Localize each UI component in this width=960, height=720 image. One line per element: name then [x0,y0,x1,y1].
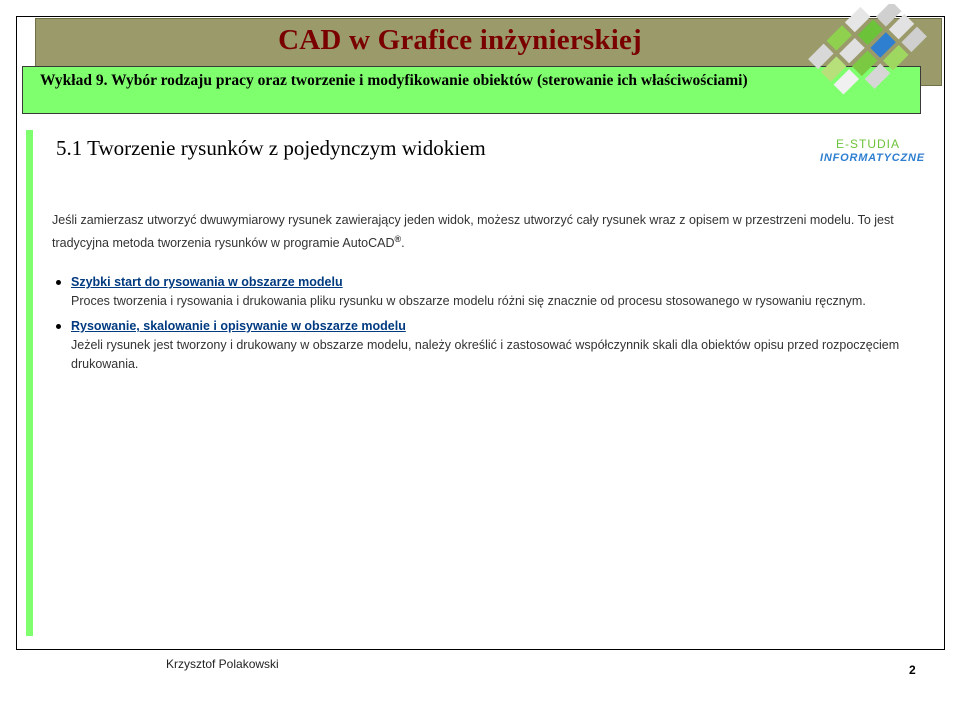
footer-author: Krzysztof Polakowski [166,657,279,671]
e-studia-logo-icon [806,4,946,124]
accent-bar [26,130,33,636]
intro-end: . [401,236,405,251]
intro-text: Jeśli zamierzasz utworzyć dwuwymiarowy rysunek zawierający jeden widok, możesz utworzyć cały rysunek wraz z opisem w przestrzeni modelu. To jest tradycyjna metoda tworzenia rysunków w programie AutoCAD [52,213,894,251]
logo-text-estudia: E-STUDIA [836,137,901,151]
bullet-description: Proces tworzenia i rysowania i drukowania pliku rysunku w obszarze modelu różni się znacznie od procesu stosowanego w rysowaniu ręcznym. [71,294,866,309]
bullet-icon [56,324,61,329]
bullet-icon [56,280,61,285]
registered-mark: ® [394,234,402,244]
link-quick-start-model-space[interactable]: Szybki start do rysowania w obszarze modelu [71,275,343,290]
intro-paragraph [52,211,937,253]
list-item [52,273,937,311]
page-number: 2 [909,663,916,677]
content-body [52,211,937,380]
logo-text-informatyczne: INFORMATYCZNE [820,152,925,164]
link-drawing-scaling-annotating[interactable]: Rysowanie, skalowanie i opisywanie w obszarze modelu [71,319,406,334]
lecture-subtitle: Wykład 9. Wybór rodzaju pracy oraz tworzenie i modyfikowanie obiektów (sterowanie ich właściwościami) [40,72,748,89]
bullet-description: Jeżeli rysunek jest tworzony i drukowany w obszarze modelu, należy określić i zastosować współczynnik skali dla obiektów opisu przed rozpoczęciem drukowania. [71,338,900,372]
slide-title: CAD w Grafice inżynierskiej [278,24,642,56]
list-item [52,317,937,374]
section-heading: 5.1 Tworzenie rysunków z pojedynczym widokiem [56,136,486,160]
bullet-list [52,273,937,374]
